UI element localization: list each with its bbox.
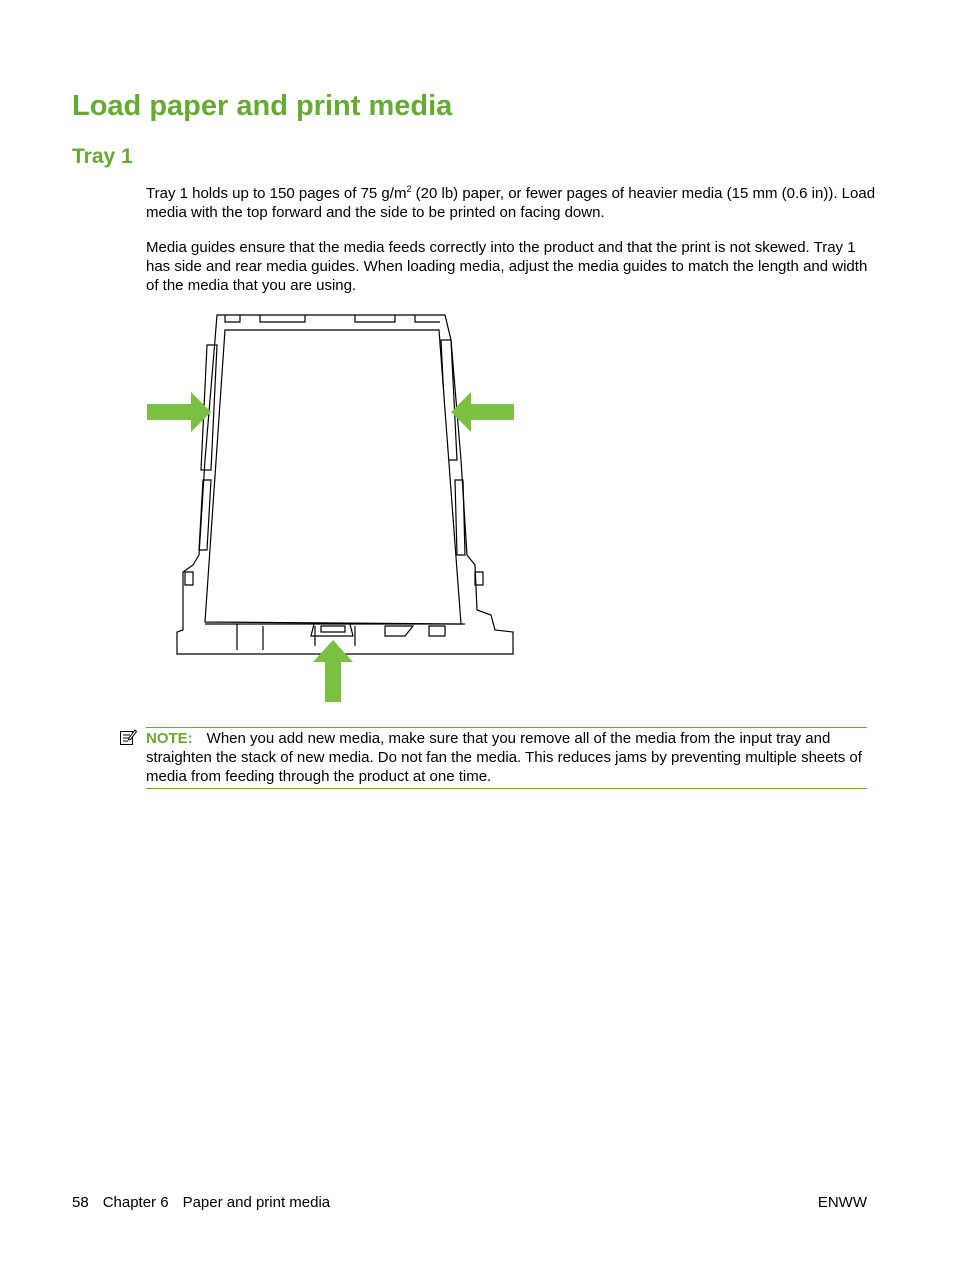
- right-arrow: [451, 392, 514, 432]
- note-box: [146, 727, 867, 789]
- page-title: Load paper and print media: [72, 90, 453, 122]
- note-label: NOTE:: [146, 730, 193, 747]
- note-text: When you add new media, make sure that you remove all of the media from the input tray and straighten the stack of new media. Do not fan the media. This reduces jams by preventing multiple sheets of media from feeding through the product at one time.: [146, 730, 862, 785]
- bottom-arrow: [313, 640, 353, 702]
- paragraph-media-guides: Media guides ensure that the media feeds correctly into the product and that the print is not skewed. Tray 1 has side and rear media guides. When loading media, adjust the media guides to match the length and width of the media that you are using.: [146, 239, 868, 294]
- page-number: 58: [72, 1194, 89, 1211]
- section-title: Tray 1: [72, 145, 133, 168]
- chapter-number: Chapter 6: [102, 1194, 169, 1211]
- paragraph-tray-capacity-text: Tray 1 holds up to 150 pages of 75 g/m: [146, 185, 407, 202]
- chapter-title: Paper and print media: [182, 1194, 331, 1211]
- footer-left: [72, 1194, 344, 1211]
- tray-illustration: [145, 310, 517, 705]
- footer-right: ENWW: [817, 1194, 867, 1211]
- note-icon: [119, 728, 137, 746]
- paragraph-tray-capacity-text-cont: (20 lb) paper, or fewer pages of heavier media (15 mm (0.6 in)). Load media with the top forward and the side to be printed on facing down.: [146, 185, 876, 221]
- superscript: 2: [406, 184, 412, 194]
- left-arrow: [147, 392, 211, 432]
- paragraph-tray-capacity: [146, 184, 876, 222]
